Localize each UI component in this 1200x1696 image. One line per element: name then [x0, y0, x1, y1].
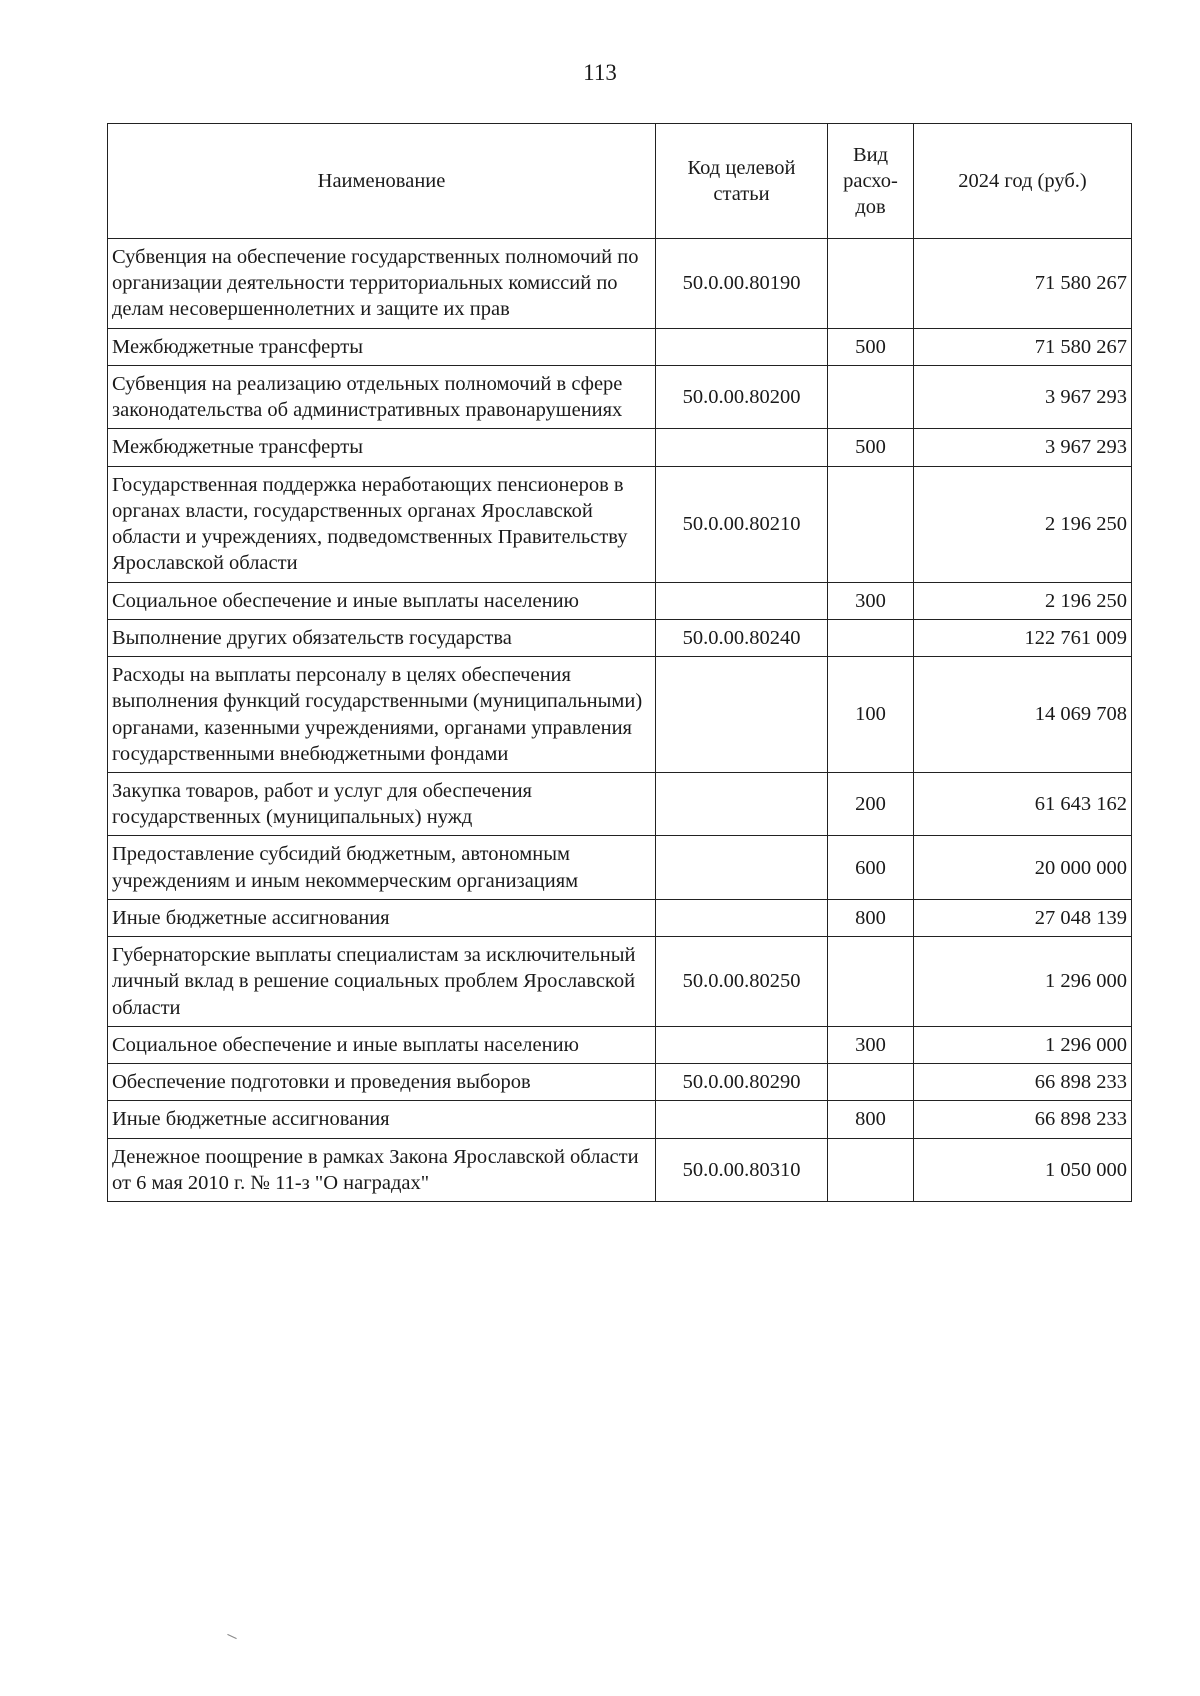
table-body — [108, 239, 1132, 1202]
row-kind-cell: 800 — [828, 899, 914, 936]
row-name-cell: Межбюджетные трансферты — [108, 429, 656, 466]
row-code-cell — [656, 582, 828, 619]
table-row — [108, 657, 1132, 773]
header-code: Код целевой статьи — [656, 124, 828, 239]
row-kind-cell: 300 — [828, 1026, 914, 1063]
scan-mark — [227, 1634, 236, 1639]
row-kind-cell — [828, 1064, 914, 1101]
table-row — [108, 899, 1132, 936]
row-sum-cell: 1 296 000 — [914, 937, 1132, 1027]
table-row — [108, 239, 1132, 329]
row-sum-cell: 20 000 000 — [914, 836, 1132, 899]
row-sum-cell: 1 050 000 — [914, 1138, 1132, 1201]
row-name-cell: Расходы на выплаты персоналу в целях обеспечения выполнения функций государственными (муниципальными) органами, казенными учреждениями, органами управления государственными внебюджетными фондами — [108, 657, 656, 773]
row-name-cell: Социальное обеспечение и иные выплаты населению — [108, 1026, 656, 1063]
table-row — [108, 1026, 1132, 1063]
row-kind-cell: 800 — [828, 1101, 914, 1138]
row-code-cell — [656, 772, 828, 835]
row-name-cell: Иные бюджетные ассигнования — [108, 1101, 656, 1138]
row-name-cell: Губернаторские выплаты специалистам за исключительный личный вклад в решение социальных проблем Ярославской области — [108, 937, 656, 1027]
row-name-cell: Предоставление субсидий бюджетным, автономным учреждениям и иным некоммерческим организациям — [108, 836, 656, 899]
row-sum-cell: 71 580 267 — [914, 239, 1132, 329]
row-code-cell — [656, 657, 828, 773]
row-kind-cell — [828, 365, 914, 428]
row-name-cell: Обеспечение подготовки и проведения выборов — [108, 1064, 656, 1101]
table-row — [108, 365, 1132, 428]
row-name-cell: Межбюджетные трансферты — [108, 328, 656, 365]
table-header-row — [108, 124, 1132, 239]
row-code-cell: 50.0.00.80290 — [656, 1064, 828, 1101]
header-sum: 2024 год (руб.) — [914, 124, 1132, 239]
row-name-cell: Денежное поощрение в рамках Закона Ярославской области от 6 мая 2010 г. № 11-з "О наградах" — [108, 1138, 656, 1201]
table-row — [108, 466, 1132, 582]
table-row — [108, 328, 1132, 365]
row-code-cell — [656, 899, 828, 936]
row-sum-cell: 66 898 233 — [914, 1101, 1132, 1138]
row-kind-cell: 600 — [828, 836, 914, 899]
table-row — [108, 429, 1132, 466]
row-code-cell — [656, 1101, 828, 1138]
row-code-cell: 50.0.00.80250 — [656, 937, 828, 1027]
row-sum-cell: 3 967 293 — [914, 429, 1132, 466]
row-sum-cell: 14 069 708 — [914, 657, 1132, 773]
row-kind-cell — [828, 619, 914, 656]
row-code-cell — [656, 836, 828, 899]
row-kind-cell: 300 — [828, 582, 914, 619]
row-sum-cell: 2 196 250 — [914, 582, 1132, 619]
row-name-cell: Субвенция на обеспечение государственных полномочий по организации деятельности территориальных комиссий по делам несовершеннолетних и защите их прав — [108, 239, 656, 329]
row-kind-cell — [828, 466, 914, 582]
row-code-cell: 50.0.00.80200 — [656, 365, 828, 428]
row-name-cell: Государственная поддержка неработающих пенсионеров в органах власти, государственных органах Ярославской области и учреждениях, подведомственных Правительству Ярославской области — [108, 466, 656, 582]
table-row — [108, 1101, 1132, 1138]
budget-table — [107, 123, 1132, 1202]
row-kind-cell: 100 — [828, 657, 914, 773]
row-sum-cell: 71 580 267 — [914, 328, 1132, 365]
table-row — [108, 937, 1132, 1027]
row-sum-cell: 122 761 009 — [914, 619, 1132, 656]
row-kind-cell — [828, 937, 914, 1027]
row-sum-cell: 27 048 139 — [914, 899, 1132, 936]
row-kind-cell — [828, 1138, 914, 1201]
table-row — [108, 772, 1132, 835]
row-code-cell — [656, 429, 828, 466]
row-code-cell: 50.0.00.80310 — [656, 1138, 828, 1201]
row-name-cell: Субвенция на реализацию отдельных полномочий в сфере законодательства об административных правонарушениях — [108, 365, 656, 428]
row-name-cell: Социальное обеспечение и иные выплаты населению — [108, 582, 656, 619]
row-kind-cell: 500 — [828, 328, 914, 365]
page-number: 113 — [583, 60, 617, 85]
row-name-cell: Выполнение других обязательств государства — [108, 619, 656, 656]
row-code-cell: 50.0.00.80190 — [656, 239, 828, 329]
row-name-cell: Иные бюджетные ассигнования — [108, 899, 656, 936]
row-code-cell — [656, 1026, 828, 1063]
row-sum-cell: 2 196 250 — [914, 466, 1132, 582]
row-code-cell: 50.0.00.80240 — [656, 619, 828, 656]
row-kind-cell: 500 — [828, 429, 914, 466]
row-sum-cell: 1 296 000 — [914, 1026, 1132, 1063]
table-row — [108, 582, 1132, 619]
row-sum-cell: 66 898 233 — [914, 1064, 1132, 1101]
header-kind: Вид расхо-дов — [828, 124, 914, 239]
table-row — [108, 836, 1132, 899]
row-kind-cell — [828, 239, 914, 329]
table-row — [108, 1064, 1132, 1101]
row-code-cell: 50.0.00.80210 — [656, 466, 828, 582]
row-sum-cell: 61 643 162 — [914, 772, 1132, 835]
row-code-cell — [656, 328, 828, 365]
row-kind-cell: 200 — [828, 772, 914, 835]
header-name: Наименование — [108, 124, 656, 239]
row-name-cell: Закупка товаров, работ и услуг для обеспечения государственных (муниципальных) нужд — [108, 772, 656, 835]
row-sum-cell: 3 967 293 — [914, 365, 1132, 428]
table-row — [108, 619, 1132, 656]
table-row — [108, 1138, 1132, 1201]
